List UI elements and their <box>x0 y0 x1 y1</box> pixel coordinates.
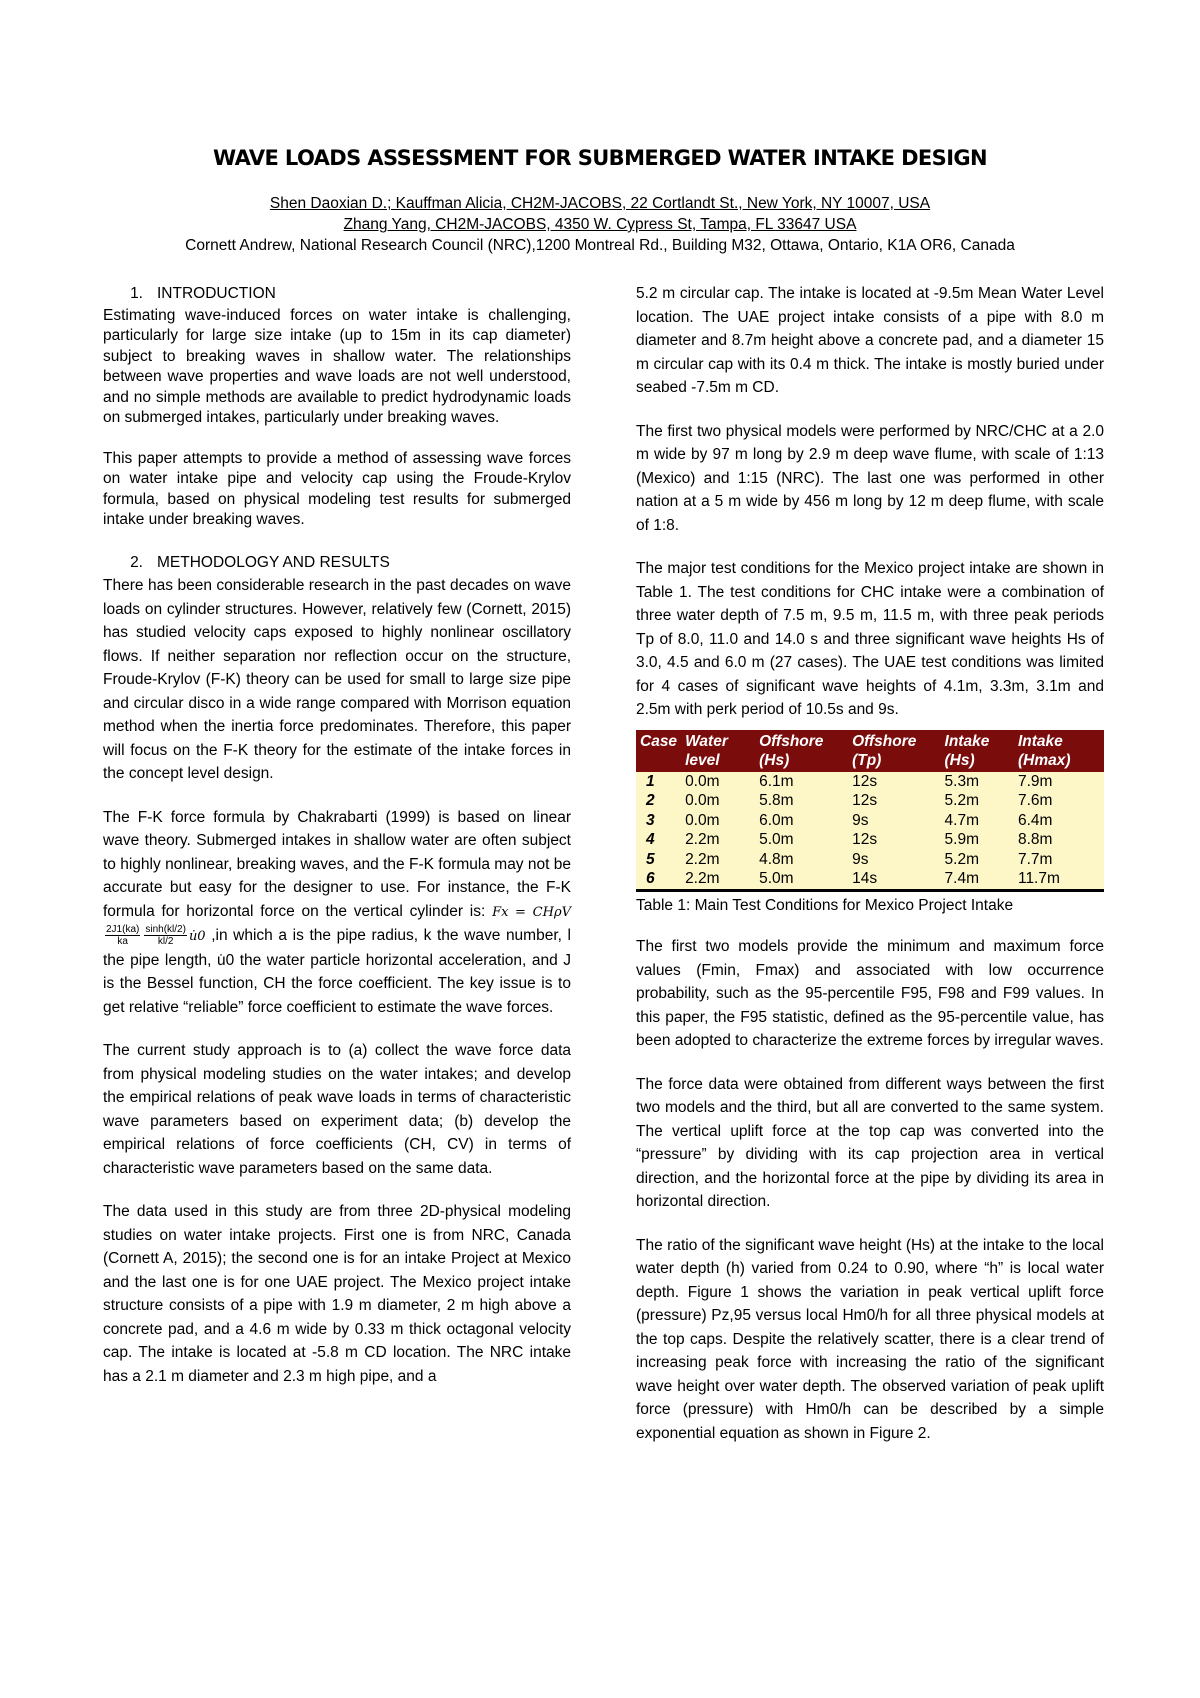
table-cell: 5.2m <box>941 850 1014 870</box>
table-cell: 2 <box>636 791 681 811</box>
table-cell: 1 <box>636 772 681 792</box>
table-cell: 5.8m <box>755 791 848 811</box>
paper-title: WAVE LOADS ASSESSMENT FOR SUBMERGED WATER INTAKE DESIGN <box>212 146 988 170</box>
table-cell: 4.7m <box>941 811 1014 831</box>
table-header-cell: Intake (Hmax) <box>1014 730 1104 772</box>
table-row <box>636 791 1104 811</box>
table-cell: 0.0m <box>681 772 755 792</box>
table-cell: 6 <box>636 869 681 890</box>
formula-fraction-2 <box>144 924 187 947</box>
table-header-cell: Intake (Hs) <box>941 730 1014 772</box>
section-heading-introduction <box>103 282 571 306</box>
table-cell: 5.2m <box>941 791 1014 811</box>
table-cell: 8.8m <box>1014 830 1104 850</box>
table-cell: 5.0m <box>755 869 848 890</box>
table-cell: 7.7m <box>1014 850 1104 870</box>
author-line-2: Zhang Yang, CH2M-JACOBS, 4350 W. Cypress St, Tampa, FL 33647 USA <box>343 216 857 233</box>
left-column <box>103 282 571 1388</box>
table-cell: 6.4m <box>1014 811 1104 831</box>
fraction-numerator: sinh(kl/2) <box>145 924 186 936</box>
table-cell: 9s <box>848 850 940 870</box>
table-cell: 6.1m <box>755 772 848 792</box>
table-header-row <box>636 730 1104 772</box>
table-cell: 7.6m <box>1014 791 1104 811</box>
table-cell: 12s <box>848 830 940 850</box>
right-paragraph-2: The first two physical models were performed by NRC/CHC at a 2.0 m wide by 97 m long by 2.9 m deep wave flume, with scale of 1:13 (Mexico) and 1:15 (NRC). The last one was performed in other nation at a 5 m wide by 456 m long by 12 m deep flume, with scale of 1:8. <box>636 422 1104 534</box>
method-paragraph-1: There has been considerable research in the past decades on wave loads on cylinder structures. However, relatively few (Cornett, 2015) has studied velocity caps exposed to highly nonlinear oscillatory flows. If neither separation nor reflection occur on the structure, Froude-Krylov (F-K) theory can be used for small to large size pipe and circular disco in a wide range compared with Morrison equation method when the inertia force predominates. Therefore, this paper will focus on the F-K theory for the estimate of the intake forces in the concept level design. <box>103 577 571 782</box>
table-cell: 2.2m <box>681 850 755 870</box>
table-row <box>636 869 1104 890</box>
right-column <box>636 282 1104 1445</box>
table-row <box>636 850 1104 870</box>
table-cell: 4.8m <box>755 850 848 870</box>
table-cell: 4 <box>636 830 681 850</box>
right-paragraph-1: 5.2 m circular cap. The intake is located at -9.5m Mean Water Level location. The UAE project intake consists of a pipe with 8.0 m diameter and 8.7m height above a concrete pad, and a diameter 15 m circular cap with its 0.4 m thick. The intake is mostly buried under seabed -7.5m m CD. <box>636 285 1104 396</box>
test-conditions-table <box>636 730 1104 892</box>
section-number: 1. <box>130 285 143 302</box>
right-paragraph-4: The first two models provide the minimum and maximum force values (Fmin, Fmax) and associated with low occurrence probability, such as the 95-percentile F95, F98 and F99 values. In this paper, the F95 statistic, defined as the 95-percentile value, has been adopted to characterize the extreme forces by irregular waves. <box>636 938 1104 1049</box>
right-paragraph-6: The ratio of the significant wave height (Hs) at the intake to the local water depth (h) varied from 0.24 to 0.90, where “h” is local water depth. Figure 1 shows the variation in peak vertical uplift force (pressure) Pz,95 versus local Hm0/h for all three physical models at the top caps. Despite the relatively scatter, there is a clear trend of increasing peak force with increasing the ratio of the significant wave height over water depth. The observed variation of peak uplift force (pressure) with Hm0/h can be described by a simple exponential equation as shown in Figure 2. <box>636 1236 1104 1442</box>
table-cell: 0.0m <box>681 811 755 831</box>
table-cell: 5.3m <box>941 772 1014 792</box>
table-cell: 7.4m <box>941 869 1014 890</box>
table-header-cell: Water level <box>681 730 755 772</box>
table-cell: 12s <box>848 772 940 792</box>
method-paragraph-3: The current study approach is to (a) collect the wave force data from physical modeling studies on the water intakes; and develop the empirical relations of peak wave loads in terms of characteristic wave parameters based on experiment data; (b) develop the empirical relations of force coefficients (CH, CV) in terms of characteristic wave parameters based on the same data. <box>103 1042 571 1177</box>
table-cell: 7.9m <box>1014 772 1104 792</box>
fraction-denominator: ka <box>117 936 128 948</box>
section-title: METHODOLOGY AND RESULTS <box>157 553 390 571</box>
table-cell: 5.9m <box>941 830 1014 850</box>
section-number: 2. <box>130 553 143 571</box>
intro-paragraph-2: This paper attempts to provide a method of assessing wave forces on water intake pipe and velocity cap using the Froude-Krylov formula, based on physical modeling test results for submerged intake under breaking waves. <box>103 449 571 528</box>
section-heading-methodology <box>103 551 571 575</box>
fraction-denominator: kl/2 <box>157 936 174 948</box>
section-title: INTRODUCTION <box>157 285 276 302</box>
table-header-cell: Offshore (Hs) <box>755 730 848 772</box>
method-paragraph-4: The data used in this study are from three 2D-physical modeling studies on water intake projects. First one is from NRC, Canada (Cornett A, 2015); the second one is for an intake Project at Mexico and the last one is for one UAE project. The Mexico project intake structure consists of a pipe with 1.9 m diameter, 2 m high above a concrete pad, and a 4.6 m wide by 0.33 m thick octagonal velocity cap. The intake is located at -5.8 m CD location. The NRC intake has a 2.1 m diameter and 2.3 m high pipe, and a <box>103 1203 571 1385</box>
table-cell: 6.0m <box>755 811 848 831</box>
method-paragraph-formula <box>103 806 571 1020</box>
formula-explanation-text: ,in which a is the pipe radius, k the wave number, l the pipe length, u̇0 the water particle horizontal acceleration, and J is the Bessel function, CH the force coefficient. The key issue is to get relative “reliable” force coefficient to estimate the wave forces. <box>103 927 571 1016</box>
right-paragraph-5: The force data were obtained from different ways between the first two models and the third, but all are converted to the same system. The vertical uplift force at the top cap was converted into the “pressure” by dividing with its cap projection area in vertical direction, and the horizontal force at the pipe by dividing its area in horizontal direction. <box>636 1075 1104 1210</box>
table-cell: 9s <box>848 811 940 831</box>
author-line-3: Cornett Andrew, National Research Council (NRC),1200 Montreal Rd., Building M32, Ottawa, Ontario, K1A OR6, Canada <box>185 237 1015 254</box>
table-cell: 2.2m <box>681 830 755 850</box>
table-cell: 5.0m <box>755 830 848 850</box>
formula-intro-text: The F-K force formula by Chakrabarti (1999) is based on linear wave theory. Submerged intakes in shallow water are often subject to highly nonlinear, breaking waves, and the F-K formula may not be accurate but easy for the designer to use. For instance, the F-K formula for horizontal force on the vertical cylinder is: <box>103 808 571 920</box>
formula-acceleration: u̇0 <box>188 929 206 944</box>
right-paragraph-3: The major test conditions for the Mexico project intake are shown in Table 1. The test conditions for CHC intake were a combination of three water depth of 7.5 m, 9.5 m, 11.5 m, with three peak periods Tp of 8.0, 11.0 and 14.0 s and three significant wave heights Hs of 3.0, 4.5 and 6.0 m (27 cases). The UAE test conditions was limited for 4 cases of significant wave heights of 4.1m, 3.3m, 3.1m and 2.5m with perk period of 10.5s and 9s. <box>636 560 1104 718</box>
table-cell: 0.0m <box>681 791 755 811</box>
table-row <box>636 772 1104 792</box>
table-cell: 11.7m <box>1014 869 1104 890</box>
table-cell: 2.2m <box>681 869 755 890</box>
intro-paragraph-1: Estimating wave-induced forces on water intake is challenging, particularly for large size intake (up to 15m in its cap diameter) subject to breaking waves in shallow water. The relationships between wave properties and wave loads are not well understood, and no simple methods are available to predict hydrodynamic loads on submerged intakes, particularly under breaking waves. <box>103 306 571 426</box>
table-header-cell: Offshore (Tp) <box>848 730 940 772</box>
table-cell: 12s <box>848 791 940 811</box>
table-caption: Table 1: Main Test Conditions for Mexico Project Intake <box>636 896 1014 914</box>
table-header-cell: Case <box>636 730 681 772</box>
table-cell: 3 <box>636 811 681 831</box>
table-row <box>636 830 1104 850</box>
author-line-1: Shen Daoxian D.; Kauffman Alicia, CH2M-JACOBS, 22 Cortlandt St., New York, NY 10007, USA <box>269 195 931 212</box>
formula-fraction-1 <box>105 924 140 947</box>
table-row <box>636 811 1104 831</box>
fraction-numerator: 2J1(ka) <box>106 924 140 936</box>
formula-lhs: Fx = <box>492 904 526 920</box>
table-cell: 5 <box>636 850 681 870</box>
table-cell: 14s <box>848 869 940 890</box>
formula-coefficient: CHρV <box>532 904 571 920</box>
